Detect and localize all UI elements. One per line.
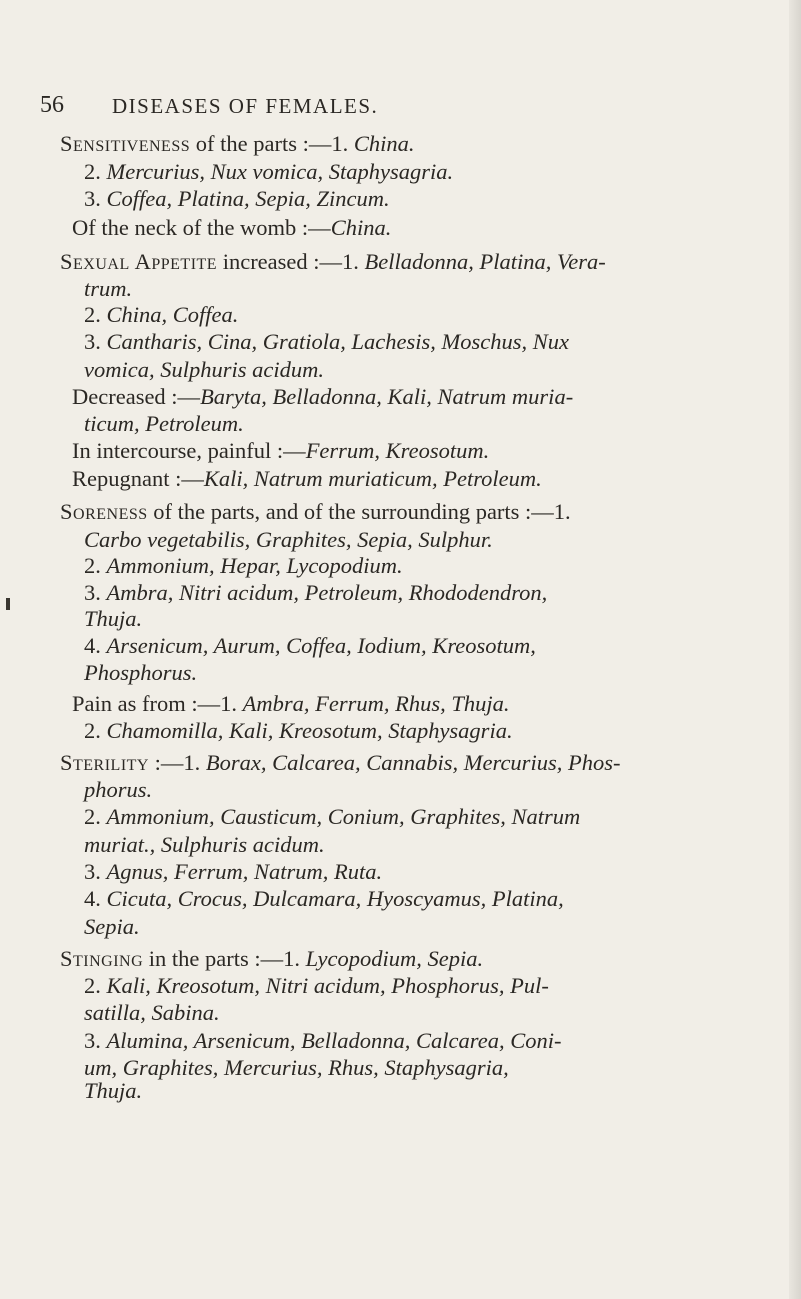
text-run: of the parts :—1.	[190, 131, 354, 156]
remedy-list: China.	[353, 131, 415, 156]
text-line	[60, 498, 571, 526]
text-line	[84, 552, 403, 580]
text-line	[60, 248, 606, 276]
text-run: Repugnant :—	[72, 466, 204, 491]
text-line	[84, 526, 493, 554]
text-run: of the parts, and of the surrounding parts :—1.	[147, 499, 571, 524]
remedy-list: Kali, Kreosotum, Nitri acidum, Phosphorus, Pul-	[106, 973, 549, 998]
page-number: 56	[40, 92, 64, 118]
running-head: DISEASES OF FEMALES.	[112, 94, 379, 118]
remedy-list: Carbo vegetabilis, Graphites, Sepia, Sulphur.	[84, 527, 493, 552]
text-line	[72, 214, 391, 242]
remedy-list: Ambra, Nitri acidum, Petroleum, Rhododendron,	[106, 580, 548, 605]
text-run: 2.	[84, 159, 107, 184]
text-run: in the parts :—1.	[143, 946, 306, 971]
margin-mark	[6, 598, 10, 610]
text-line	[84, 803, 580, 831]
remedy-list: Belladonna, Platina, Vera-	[364, 249, 606, 274]
remedy-list: Mercurius, Nux vomica, Staphysagria.	[106, 159, 454, 184]
text-line	[72, 690, 510, 718]
text-run: 3.	[84, 329, 107, 354]
text-run: 2.	[84, 553, 107, 578]
text-run: 2.	[84, 804, 107, 829]
text-line	[60, 130, 414, 158]
remedy-list: Baryta, Belladonna, Kali, Natrum muria-	[200, 384, 574, 409]
text-run: 3.	[84, 186, 107, 211]
text-line	[84, 776, 152, 804]
text-run: 3.	[84, 1028, 107, 1053]
text-line	[84, 158, 453, 186]
text-run: 4.	[84, 886, 107, 911]
remedy-list: phorus.	[84, 777, 153, 802]
remedy-list: Cantharis, Cina, Gratiola, Lachesis, Moschus, Nux	[106, 329, 570, 354]
remedy-list: Ambra, Ferrum, Rhus, Thuja.	[242, 691, 510, 716]
text-run: 2.	[84, 973, 107, 998]
text-line	[72, 383, 573, 411]
remedy-list: Agnus, Ferrum, Natrum, Ruta.	[106, 859, 383, 884]
text-run: 2.	[84, 302, 107, 327]
remedy-list: vomica, Sulphuris acidum.	[84, 357, 324, 382]
page-edge-shadow	[789, 0, 801, 1299]
remedy-list: Sepia.	[84, 914, 140, 939]
text-line	[84, 632, 536, 660]
text-run: Decreased :—	[72, 384, 201, 409]
remedy-list: Alumina, Arsenicum, Belladonna, Calcarea, Coni-	[106, 1028, 562, 1053]
text-run: 3.	[84, 859, 107, 884]
text-line	[72, 465, 542, 493]
text-line	[84, 328, 569, 356]
remedy-list: China.	[330, 215, 392, 240]
remedy-list: Ammonium, Hepar, Lycopodium.	[106, 553, 403, 578]
remedy-list: Ammonium, Causticum, Conium, Graphites, Natrum	[106, 804, 581, 829]
text-line	[84, 1027, 561, 1055]
text-line	[84, 831, 325, 859]
remedy-list: Arsenicum, Aurum, Coffea, Iodium, Kreosotum,	[106, 633, 536, 658]
remedy-list: Thuja.	[84, 1078, 143, 1103]
text-run: 3.	[84, 580, 107, 605]
text-line	[84, 275, 132, 303]
entry-heading: Sexual Appetite	[60, 249, 218, 274]
text-line	[84, 1077, 142, 1105]
text-line	[84, 717, 513, 745]
text-line	[84, 972, 549, 1000]
text-line	[84, 659, 197, 687]
text-line	[84, 410, 244, 438]
text-run: Pain as from :—1.	[72, 691, 243, 716]
remedy-list: Chamomilla, Kali, Kreosotum, Staphysagria.	[106, 718, 513, 743]
entry-heading: Sterility	[60, 750, 149, 775]
text-line	[84, 579, 547, 607]
remedy-list: Kali, Natrum muriaticum, Petroleum.	[203, 466, 542, 491]
text-line	[84, 858, 382, 886]
remedy-list: trum.	[84, 276, 133, 301]
text-line	[84, 356, 324, 384]
text-line	[84, 605, 142, 633]
text-run: increased :—1.	[217, 249, 365, 274]
remedy-list: Phosphorus.	[84, 660, 198, 685]
remedy-list: Borax, Calcarea, Cannabis, Mercurius, Phos-	[205, 750, 621, 775]
text-line	[84, 1054, 509, 1082]
remedy-list: Coffea, Platina, Sepia, Zincum.	[106, 186, 390, 211]
text-line	[84, 185, 390, 213]
remedy-list: Thuja.	[84, 606, 143, 631]
text-run: :—1.	[149, 750, 206, 775]
text-line	[84, 999, 220, 1027]
page-header	[40, 92, 740, 122]
entry-heading: Sensitiveness	[60, 131, 191, 156]
text-line	[84, 885, 564, 913]
text-line	[60, 945, 483, 973]
remedy-list: China, Coffea.	[106, 302, 239, 327]
remedy-list: muriat., Sulphuris acidum.	[84, 832, 325, 857]
entry-heading: Stinging	[60, 946, 144, 971]
text-line	[72, 437, 489, 465]
remedy-list: Ferrum, Kreosotum.	[305, 438, 490, 463]
text-run: Of the neck of the womb :—	[72, 215, 331, 240]
text-run: 2.	[84, 718, 107, 743]
text-run: 4.	[84, 633, 107, 658]
remedy-list: ticum, Petroleum.	[84, 411, 244, 436]
text-line	[84, 913, 140, 941]
remedy-list: satilla, Sabina.	[84, 1000, 220, 1025]
remedy-list: Lycopodium, Sepia.	[305, 946, 484, 971]
text-run: In intercourse, painful :—	[72, 438, 306, 463]
text-line	[84, 301, 238, 329]
entry-heading: Soreness	[60, 499, 148, 524]
remedy-list: Cicuta, Crocus, Dulcamara, Hyoscyamus, Platina,	[106, 886, 564, 911]
remedy-list: um, Graphites, Mercurius, Rhus, Staphysagria,	[84, 1055, 509, 1080]
text-line	[60, 749, 620, 777]
